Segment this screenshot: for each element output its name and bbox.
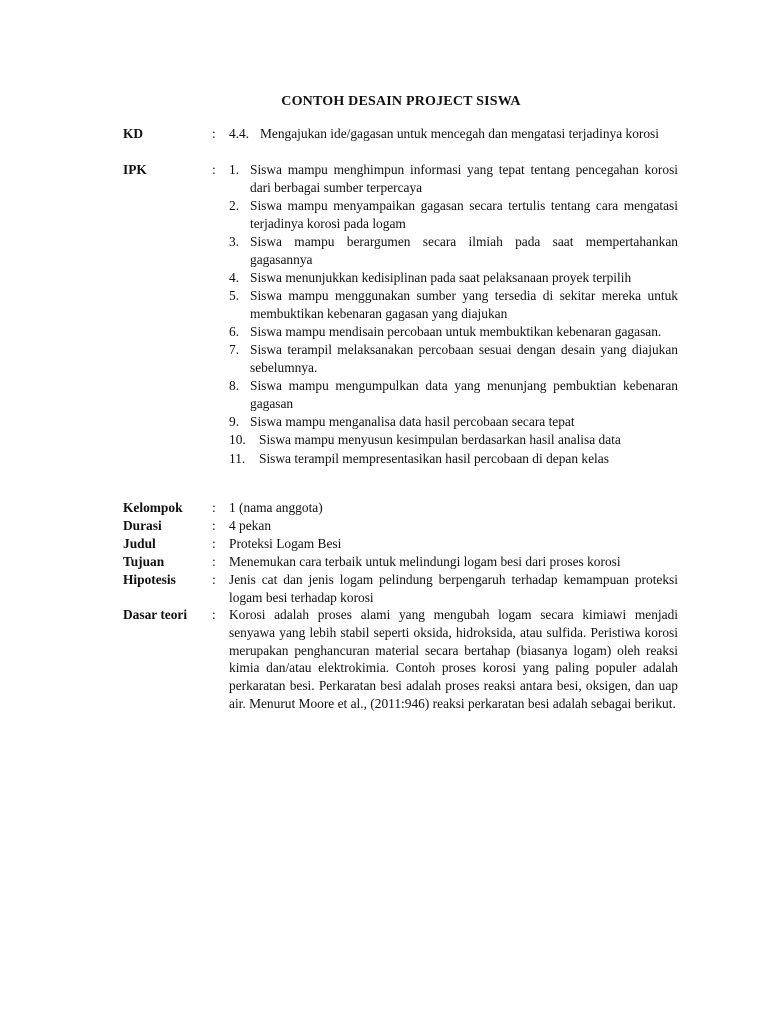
- list-item: [229, 161, 678, 197]
- list-item-number: 10.: [229, 432, 246, 448]
- judul-label: Judul: [123, 536, 156, 551]
- list-item-number: 9.: [229, 414, 240, 430]
- list-item: [229, 377, 678, 413]
- kd-label: KD: [123, 126, 144, 141]
- list-item-text: Siswa mampu menghimpun informasi yang tepat tentang pencegahan korosi dari berbagai sumber terpercaya: [250, 162, 678, 195]
- list-item-text: Siswa terampil melaksanakan percobaan sesuai dengan desain yang diajukan sebelumnya.: [250, 342, 678, 376]
- durasi-label: Durasi: [123, 518, 162, 533]
- dasar-teori-label: Dasar teori: [123, 607, 188, 622]
- list-item: [229, 233, 678, 269]
- tujuan-value: Menemukan cara terbaik untuk melindungi logam besi dari proses korosi: [229, 554, 621, 569]
- tujuan-colon: :: [212, 554, 216, 569]
- list-item-text: Siswa mampu berargumen secara ilmiah pada saat mempertahankan gagasannya: [250, 233, 678, 267]
- kelompok-value: 1 (nama anggota): [229, 500, 323, 515]
- list-item-text: Siswa mampu menyampaikan gagasan secara tertulis tentang cara mengatasi terjadinya korosi pada logam: [250, 197, 678, 231]
- hipotesis-colon: :: [212, 572, 216, 587]
- list-item-text: Siswa terampil mempresentasikan hasil percobaan di depan kelas: [259, 450, 609, 466]
- list-item: [229, 287, 678, 323]
- judul-value: Proteksi Logam Besi: [229, 536, 342, 551]
- list-item: [229, 341, 678, 377]
- list-item-text: Siswa mampu mengumpulkan data yang menunjang pembuktian kebenaran gagasan: [250, 378, 678, 412]
- list-item-number: 5.: [229, 288, 240, 304]
- list-item-number: 2.: [229, 197, 240, 213]
- document-title: CONTOH DESAIN PROJECT SISWA: [281, 94, 521, 109]
- list-item-text: Siswa mampu menggunakan sumber yang tersedia di sekitar mereka untuk membuktikan kebenaran gagasan yang diajukan: [250, 288, 678, 321]
- hipotesis-value: Jenis cat dan jenis logam pelindung berpengaruh terhadap kemampuan proteksi logam besi terhadap korosi: [229, 572, 678, 605]
- ipk-list: [229, 161, 678, 468]
- list-item-number: 1.: [229, 162, 240, 177]
- kd-text: Mengajukan ide/gagasan untuk mencegah dan mengatasi terjadinya korosi: [260, 126, 659, 141]
- kelompok-colon: :: [212, 500, 216, 515]
- list-item-number: 6.: [229, 324, 240, 340]
- list-item-number: 4.: [229, 269, 240, 285]
- list-item-number: 7.: [229, 342, 240, 358]
- ipk-colon: :: [212, 162, 216, 177]
- durasi-value: 4 pekan: [229, 518, 272, 533]
- list-item-number: 8.: [229, 378, 240, 394]
- list-item-text: Siswa mampu mendisain percobaan untuk membuktikan kebenaran gagasan.: [250, 324, 662, 340]
- list-item: [229, 323, 678, 341]
- list-item-text: Siswa mampu menyusun kesimpulan berdasarkan hasil analisa data: [259, 432, 621, 448]
- hipotesis-label: Hipotesis: [123, 572, 176, 587]
- list-item-text: Siswa mampu menganalisa data hasil percobaan secara tepat: [250, 414, 575, 430]
- dasar-teori-colon: :: [212, 607, 216, 622]
- ipk-label: IPK: [123, 162, 147, 177]
- list-item: [229, 450, 678, 468]
- kd-number: 4.4.: [229, 126, 250, 141]
- kelompok-label: Kelompok: [123, 500, 183, 515]
- list-item: [229, 413, 678, 431]
- durasi-colon: :: [212, 518, 216, 533]
- list-item-text: Siswa menunjukkan kedisiplinan pada saat pelaksanaan proyek terpilih: [250, 269, 632, 285]
- judul-colon: :: [212, 536, 216, 551]
- list-item: [229, 269, 678, 287]
- tujuan-label: Tujuan: [123, 554, 165, 569]
- list-item: [229, 197, 678, 233]
- list-item-number: 3.: [229, 233, 240, 249]
- list-item-number: 11.: [229, 450, 246, 466]
- list-item: [229, 431, 678, 449]
- dasar-teori-value: Korosi adalah proses alami yang mengubah logam secara kimiawi menjadi senyawa yang lebih stabil seperti oksida, hidroksida, atau sulfida. Peristiwa korosi merupakan penghancuran material secara bertahap (biasanya logam) oleh reaksi kimia dan/atau elektrokimia. Contoh proses korosi yang paling populer adalah perkaratan besi. Perkaratan besi adalah proses reaksi antara besi, oksigen, dan uap air. Menurut Moore et al., (2011:946) reaksi perkaratan besi adalah sebagai berikut.: [229, 607, 678, 711]
- kd-colon: :: [212, 126, 216, 141]
